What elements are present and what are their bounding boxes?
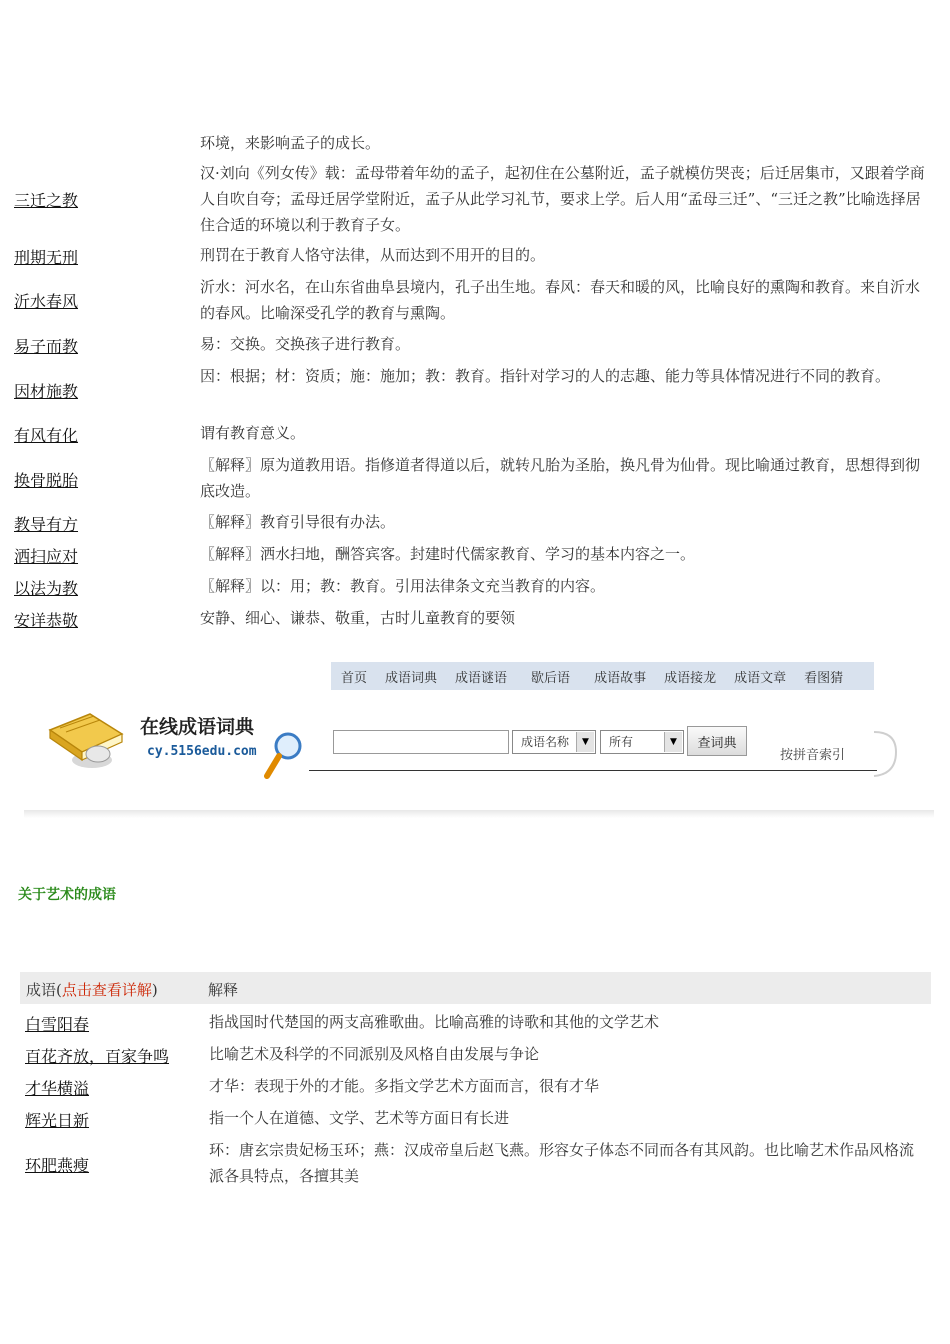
nav-xiehouyu[interactable]: 歇后语 — [531, 670, 571, 686]
idiom-description: 刑罚在于教育人恪守法律，从而达到不用开的目的。 — [200, 246, 546, 264]
chevron-down-icon: ▼ — [664, 732, 682, 752]
idiom-link[interactable]: 辉光日新 — [25, 1111, 90, 1130]
logo-url: cy.5156edu.com — [147, 744, 257, 759]
header-desc: 解释 — [208, 981, 239, 999]
idiom-link[interactable]: 易子而教 — [14, 337, 79, 356]
nav-idiom-stories[interactable]: 成语故事 — [594, 670, 647, 686]
idiom-description: 沂水：河水名，在山东省曲阜县境内，孔子出生地。春风：春天和暖的风，比喻良好的熏陶和教育。来自沂水的春风。比喻深受孔学的教育与熏陶。 — [200, 278, 921, 322]
idiom-link[interactable]: 有风有化 — [14, 426, 79, 445]
nav-picture-guess[interactable]: 看图猜 — [804, 670, 844, 686]
table-header — [20, 972, 931, 1004]
section-title: 关于艺术的成语 — [18, 887, 116, 903]
search-input[interactable] — [333, 730, 509, 754]
idiom-link[interactable]: 沂水春风 — [14, 292, 79, 311]
idiom-link[interactable]: 以法为教 — [14, 579, 79, 598]
idiom-description: 因：根据；材：资质；施：施加；教：教育。指针对学习的人的志趣、能力等具体情况进行不同的教育。 — [200, 367, 891, 385]
search-button[interactable]: 查词典 — [687, 726, 747, 756]
nav-idiom-articles[interactable]: 成语文章 — [734, 670, 787, 686]
search-field-value: 成语名称 — [521, 735, 570, 749]
idiom-description: 〖解释〗教育引导很有办法。 — [200, 513, 396, 531]
site-logo[interactable] — [44, 704, 324, 784]
idiom-link[interactable]: 环肥燕瘦 — [25, 1156, 90, 1175]
search-field-select[interactable] — [512, 730, 596, 754]
idiom-link[interactable]: 才华横溢 — [25, 1079, 90, 1098]
idiom-description: 汉·刘向《列女传》载：孟母带着年幼的孟子，起初住在公墓附近，孟子就模仿哭丧；后迁居集市，又跟着学商人自吹自夸；孟母迁居学堂附近，孟子从此学习礼节，要求上学。后人用“孟母三迁”、“三迁之教”比喻选择居住合适的环境以利于教育子女。 — [200, 164, 925, 234]
chevron-down-icon: ▼ — [576, 732, 594, 752]
nav-home[interactable]: 首页 — [341, 670, 368, 686]
header-term-suffix: ) — [151, 981, 158, 999]
logo-title: 在线成语词典 — [140, 716, 255, 738]
corner-decoration — [870, 730, 900, 778]
idiom-description: 〖解释〗原为道教用语。指修道者得道以后，就转凡胎为圣胎，换凡骨为仙骨。现比喻通过教育，思想得到彻底改造。 — [200, 456, 921, 500]
idiom-link[interactable]: 白雪阳春 — [25, 1015, 90, 1034]
search-divider — [309, 770, 877, 771]
header-term-link[interactable]: 点击查看详解 — [61, 981, 152, 999]
idiom-description: 环境，来影响孟子的成长。 — [200, 134, 381, 152]
idiom-description: 谓有教育意义。 — [200, 424, 306, 442]
top-nav — [331, 662, 874, 690]
idiom-link[interactable]: 刑期无刑 — [14, 248, 79, 267]
idiom-description: 指战国时代楚国的两支高雅歌曲。比喻高雅的诗歌和其他的文学艺术 — [209, 1013, 660, 1031]
widget-bottom-shadow — [24, 810, 934, 818]
idiom-link[interactable]: 因材施教 — [14, 382, 79, 401]
idiom-description: 指一个人在道德、文学、艺术等方面日有长进 — [209, 1109, 510, 1127]
idiom-link[interactable]: 三迁之教 — [14, 191, 79, 210]
idiom-description: 〖解释〗以：用；教：教育。引用法律条文充当教育的内容。 — [200, 577, 606, 595]
idiom-link[interactable]: 换骨脱胎 — [14, 471, 79, 490]
idiom-description: 〖解释〗洒水扫地，酬答宾客。封建时代儒家教育、学习的基本内容之一。 — [200, 545, 696, 563]
idiom-description: 安静、细心、谦恭、敬重，古时儿童教育的要领 — [200, 609, 516, 627]
idiom-description: 环：唐玄宗贵妃杨玉环；燕：汉成帝皇后赵飞燕。形容女子体态不同而各有其风韵。也比喻艺术作品风格流派各具特点，各擅其美 — [209, 1141, 915, 1185]
nav-idiom-riddles[interactable]: 成语谜语 — [455, 670, 508, 686]
book-icon — [44, 708, 134, 770]
search-scope-value: 所有 — [609, 735, 634, 749]
idiom-link[interactable]: 安详恭敬 — [14, 611, 79, 630]
magnifier-icon — [262, 730, 306, 786]
idiom-link[interactable]: 百花齐放，百家争鸣 — [25, 1047, 170, 1066]
nav-idiom-chain[interactable]: 成语接龙 — [664, 670, 717, 686]
header-term-prefix: 成语( — [26, 981, 62, 999]
idiom-link[interactable]: 洒扫应对 — [14, 547, 79, 566]
idiom-link[interactable]: 教导有方 — [14, 515, 79, 534]
pinyin-index-link[interactable]: 按拼音索引 — [780, 748, 846, 763]
idiom-description: 比喻艺术及科学的不同派别及风格自由发展与争论 — [209, 1045, 540, 1063]
header-term — [26, 979, 158, 1000]
nav-idiom-dictionary[interactable]: 成语词典 — [385, 670, 438, 686]
search-scope-select[interactable] — [600, 730, 684, 754]
dictionary-search-widget — [24, 660, 934, 822]
idiom-description: 才华：表现于外的才能。多指文学艺术方面而言，很有才华 — [209, 1077, 600, 1095]
idiom-description: 易：交换。交换孩子进行教育。 — [200, 335, 411, 353]
